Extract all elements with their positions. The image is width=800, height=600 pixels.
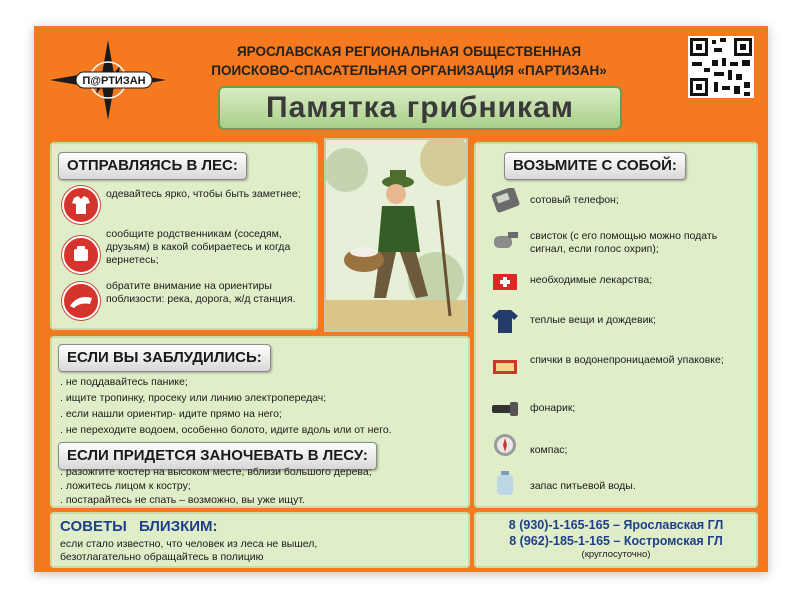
take-item-4: теплые вещи и дождевик;: [530, 314, 656, 326]
take-item-7: компас;: [530, 444, 568, 456]
overnight-item-1: . разожгите костер на высоком месте, вблизи большого дерева;: [60, 466, 372, 478]
take-item-1: сотовый телефон;: [530, 194, 619, 206]
take-item-3: необходимые лекарства;: [530, 274, 653, 286]
lost-item-4: . не переходите водоем, особенно болото, идите вдоль или от него.: [60, 424, 392, 436]
logo-text: П@РТИЗАН: [82, 75, 146, 87]
contact-line-2: 8 (962)-185-1-165 – Костромская ГЛ: [509, 534, 723, 548]
jacket-icon: [490, 308, 520, 334]
going-to-forest-panel: [50, 142, 318, 330]
org-line-1: ЯРОСЛАВСКАЯ РЕГИОНАЛЬНАЯ ОБЩЕСТВЕННАЯ: [236, 44, 582, 59]
take-item-5: спички в водонепроницаемой упаковке;: [530, 354, 724, 366]
advice-text: если стало известно, что человек из леса не вышел, безотлагательно обращайтесь в полицию: [60, 538, 318, 563]
contact-line-1: 8 (930)-1-165-165 – Ярославская ГЛ: [508, 518, 724, 532]
flashlight-icon: [490, 396, 520, 422]
lost-item-2: . ищите тропинку, просеку или линию электропередач;: [60, 392, 327, 404]
mushroom-picker-illustration: [324, 138, 468, 332]
contact-note: (круглосуточно): [581, 549, 651, 560]
overnight-item-3: . постарайтесь не спать – возможно, вы уже ищут.: [60, 494, 305, 506]
poster: [34, 26, 768, 572]
organization-name: [184, 42, 634, 80]
phone-icon: [490, 188, 520, 214]
landmark-icon: [62, 282, 100, 320]
advice-panel: [50, 512, 470, 568]
whistle-icon: [490, 228, 520, 254]
org-line-2: ПОИСКОВО-СПАСАТЕЛЬНАЯ ОРГАНИЗАЦИЯ «ПАРТИЗАН»: [211, 63, 607, 78]
take-with-you-panel: [474, 142, 758, 508]
qr-code-icon: [688, 36, 754, 98]
take-item-6: фонарик;: [530, 402, 576, 414]
going-to-forest-heading: ОТПРАВЛЯЯСЬ В ЛЕС:: [58, 152, 247, 180]
advice-heading: СОВЕТЫ БЛИЗКИМ:: [60, 518, 218, 535]
forest-item-2: сообщите родственникам (соседям, друзьям) в какой собираетесь и когда вернетесь;: [106, 228, 291, 266]
forest-item-3: обратите внимание на ориентиры поблизости: река, дорога, ж/д станция.: [106, 280, 296, 305]
overnight-heading: ЕСЛИ ПРИДЕТСЯ ЗАНОЧЕВАТЬ В ЛЕСУ:: [58, 442, 377, 470]
take-with-you-heading: ВОЗЬМИТЕ С СОБОЙ:: [504, 152, 686, 180]
clothes-icon: [62, 186, 100, 224]
take-item-8: запас питьевой воды.: [530, 480, 636, 492]
lost-item-1: . не поддавайтесь панике;: [60, 376, 188, 388]
page-title: Памятка грибникам: [218, 86, 622, 130]
take-item-2: свисток (с его помощью можно подать сигнал, если голос охрип);: [530, 230, 718, 255]
lost-heading: ЕСЛИ ВЫ ЗАБЛУДИЛИСЬ:: [58, 344, 271, 372]
phone-call-icon: [62, 236, 100, 274]
partizan-logo: [48, 38, 168, 122]
lost-panel: [50, 336, 470, 508]
matches-icon: [490, 354, 520, 380]
overnight-item-2: . ложитесь лицом к костру;: [60, 480, 191, 492]
forest-item-1: одевайтесь ярко, чтобы быть заметнее;: [106, 188, 301, 200]
contacts-panel: [474, 512, 758, 568]
compass-icon: [490, 432, 520, 458]
water-bottle-icon: [490, 470, 520, 496]
lost-item-3: . если нашли ориентир- идите прямо на него;: [60, 408, 282, 420]
first-aid-icon: [490, 268, 520, 294]
